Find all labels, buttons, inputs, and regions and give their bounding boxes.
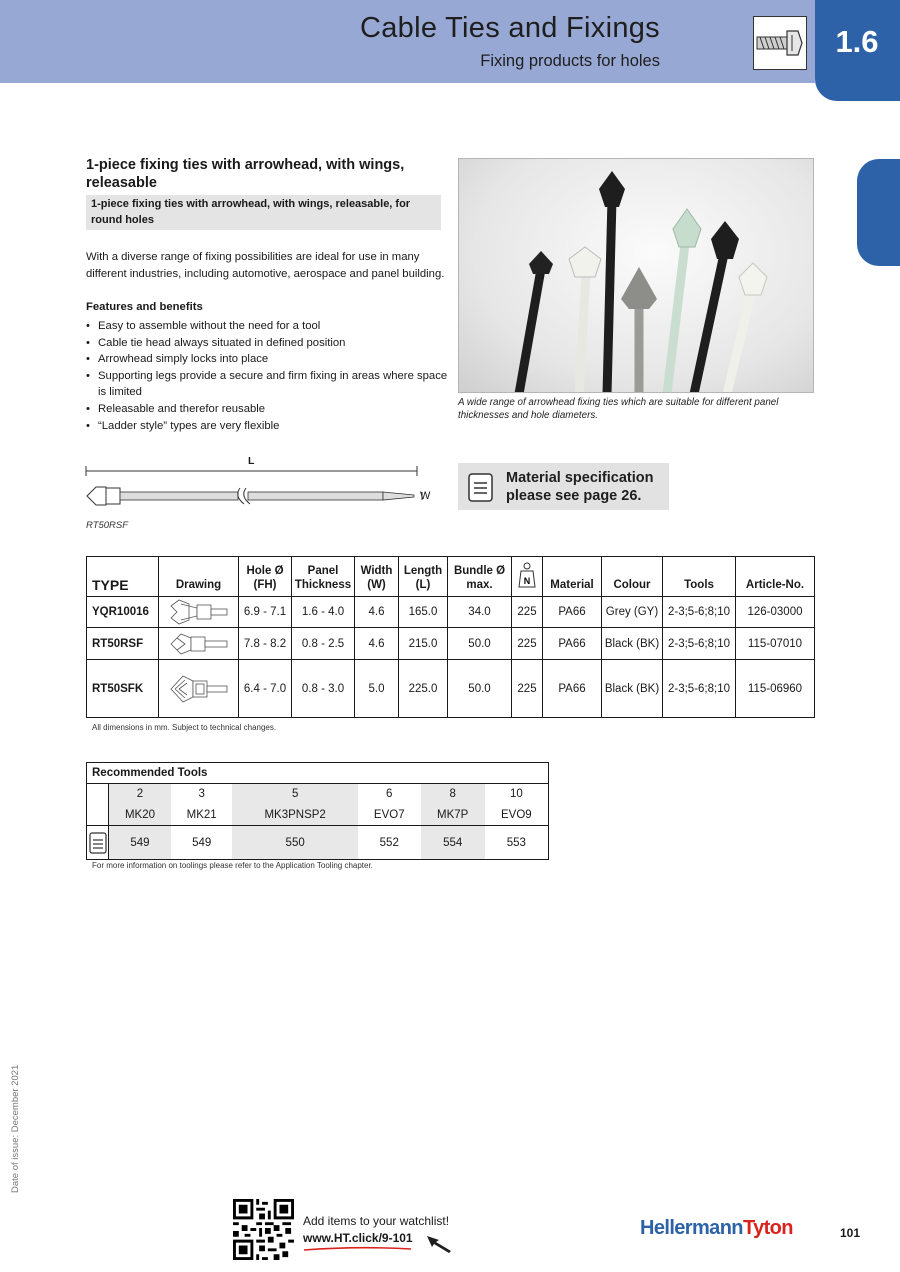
link-underline: [303, 1246, 413, 1252]
logo-part-hellermann: Hellermann: [640, 1217, 743, 1239]
intro-text: With a diverse range of fixing possibilities are ideal for use in many different industries, including automotive, aerospace and panel building.: [86, 251, 445, 280]
table-row: [87, 628, 815, 660]
watchlist-link[interactable]: www.HT.click/9-101: [303, 1231, 413, 1245]
drawing-model-label: RT50RSF: [86, 520, 129, 531]
cell-bundle: 50.0: [448, 628, 512, 660]
features-heading: Features and benefits: [86, 301, 203, 313]
list-item: • Supporting legs provide a secure and firm fixing in areas where space is limited: [86, 368, 451, 401]
tool-page: 550: [232, 826, 357, 860]
product-subtitle: 1-piece fixing ties with arrowhead, with wings, releasable, for round holes: [86, 195, 441, 230]
col-tensile: [512, 557, 543, 597]
hellermanntyton-logo: [640, 1217, 793, 1240]
col-tools: Tools: [663, 557, 736, 597]
product-photo: [458, 158, 814, 393]
document-icon: [468, 471, 494, 503]
page-number: 101: [840, 1226, 861, 1240]
tool-name: EVO9: [485, 805, 549, 826]
photo-caption: A wide range of arrowhead fixing ties which are suitable for different panel thicknesses and hole diameters.: [458, 397, 779, 421]
tools-note: For more information on toolings please refer to the Application Tooling chapter.: [92, 861, 373, 870]
cell-bundle: 50.0: [448, 660, 512, 718]
tools-heading: Recommended Tools: [87, 763, 549, 784]
col-article: Article-No.: [736, 557, 815, 597]
tool-page: 549: [109, 826, 171, 860]
side-marker-tab: [857, 159, 900, 266]
tie-drawing: [167, 598, 231, 626]
tool-number: 8: [421, 784, 485, 805]
cell-length: 225.0: [399, 660, 448, 718]
tool-number: 5: [232, 784, 357, 805]
cell-article: 115-06960: [736, 660, 815, 718]
length-label: L: [248, 455, 255, 467]
cell-tensile: 225: [512, 628, 543, 660]
product-title: 1-piece fixing ties with arrowhead, with wings, releasable: [86, 157, 405, 191]
tools-left-cell: [87, 784, 109, 826]
col-type: TYPE: [87, 557, 159, 597]
list-item: • Easy to assemble without the need for a tool: [86, 318, 451, 335]
col-colour: Colour: [602, 557, 663, 597]
cell-tensile: 225: [512, 660, 543, 718]
list-item: • Arrowhead simply locks into place: [86, 351, 451, 368]
material-spec-text: Material specification please see page 26.: [506, 470, 654, 504]
cell-material: PA66: [543, 628, 602, 660]
tool-number: 6: [386, 788, 393, 801]
qr-code[interactable]: [233, 1199, 294, 1260]
col-bundle: Bundle Ø max.: [448, 557, 512, 597]
col-hole: Hole Ø (FH): [239, 557, 292, 597]
tie-drawing: [167, 630, 231, 658]
tool-name: MK21: [186, 808, 217, 821]
material-spec-box: [458, 463, 669, 510]
chapter-subtitle: Fixing products for holes: [480, 52, 660, 70]
tool-page: 553: [485, 826, 549, 860]
cell-tools: 2-3;5-6;8;10: [663, 660, 736, 718]
header-band: [0, 0, 815, 83]
cell-tools: 2-3;5-6;8;10: [663, 597, 736, 628]
tool-name: MK3PNSP2: [232, 805, 357, 826]
section-tab: [815, 0, 900, 101]
tool-page: 549: [171, 826, 232, 860]
chapter-title: Cable Ties and Fixings: [360, 12, 660, 44]
cell-type: RT50SFK: [87, 660, 159, 718]
cell-tensile: 225: [512, 597, 543, 628]
tool-name: MK7P: [421, 805, 485, 826]
cell-length: 165.0: [399, 597, 448, 628]
tie-drawing: [167, 672, 231, 706]
tool-page: 552: [358, 826, 421, 860]
col-drawing: Drawing: [159, 557, 239, 597]
col-width: Width (W): [355, 557, 399, 597]
col-length: Length (L): [399, 557, 448, 597]
cell-material: PA66: [543, 597, 602, 628]
table-row: [87, 660, 815, 718]
cell-colour: Grey (GY): [602, 597, 663, 628]
issue-date: Date of issue: December 2021: [10, 1064, 21, 1193]
cell-drawing: [159, 628, 239, 660]
section-number: 1.6: [835, 24, 879, 59]
weight-tensile-icon: [518, 562, 536, 588]
list-item: • Cable tie head always situated in defined position: [86, 335, 451, 352]
document-icon: [89, 831, 107, 855]
tool-page: 554: [421, 826, 485, 860]
cell-drawing: [159, 660, 239, 718]
table-note: All dimensions in mm. Subject to technical changes.: [92, 723, 277, 732]
cell-article: 126-03000: [736, 597, 815, 628]
list-item: • “Ladder style” types are very flexible: [86, 418, 451, 435]
tool-number: 10: [485, 784, 549, 805]
cursor-arrow-icon: [425, 1234, 453, 1254]
product-table: [86, 556, 815, 718]
col-panel: Panel Thickness: [292, 557, 355, 597]
cell-tools: 2-3;5-6;8;10: [663, 628, 736, 660]
cell-hole: 6.9 - 7.1: [239, 597, 292, 628]
table-row: [87, 597, 815, 628]
cell-width: 4.6: [355, 628, 399, 660]
tool-name: MK20: [109, 805, 171, 826]
cell-colour: Black (BK): [602, 660, 663, 718]
features-list: [86, 318, 451, 434]
tool-number: 2: [109, 784, 171, 805]
tensile-symbol: N: [523, 576, 531, 586]
cell-material: PA66: [543, 660, 602, 718]
cell-panel: 0.8 - 3.0: [292, 660, 355, 718]
cell-colour: Black (BK): [602, 628, 663, 660]
cell-drawing: [159, 597, 239, 628]
tool-name: EVO7: [373, 808, 405, 821]
cell-type: RT50RSF: [87, 628, 159, 660]
cell-panel: 0.8 - 2.5: [292, 628, 355, 660]
cell-bundle: 34.0: [448, 597, 512, 628]
cell-width: 5.0: [355, 660, 399, 718]
tool-number: 3: [198, 788, 205, 801]
width-label: W: [420, 490, 431, 502]
cell-article: 115-07010: [736, 628, 815, 660]
screw-fixing-icon: [753, 16, 807, 70]
cell-hole: 6.4 - 7.0: [239, 660, 292, 718]
cell-type: YQR10016: [87, 597, 159, 628]
watchlist-text: Add items to your watchlist!: [303, 1214, 450, 1228]
tools-table: [86, 762, 549, 860]
cell-hole: 7.8 - 8.2: [239, 628, 292, 660]
list-item: • Releasable and therefor reusable: [86, 401, 451, 418]
cell-panel: 1.6 - 4.0: [292, 597, 355, 628]
cell-length: 215.0: [399, 628, 448, 660]
logo-part-tyton: Tyton: [742, 1217, 793, 1239]
tools-doc-cell: [87, 826, 109, 860]
col-material: Material: [543, 557, 602, 597]
dimension-drawing: [84, 452, 431, 519]
cell-width: 4.6: [355, 597, 399, 628]
